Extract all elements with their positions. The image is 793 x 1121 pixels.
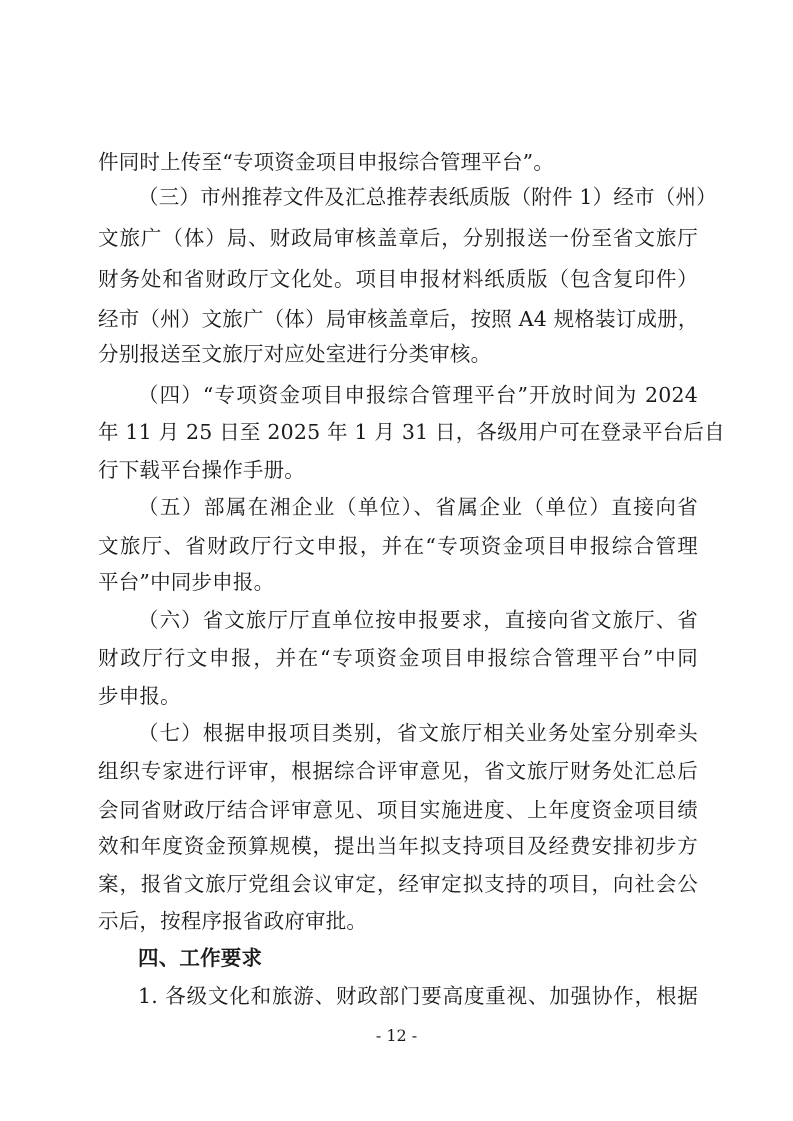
text-line: 财政厅行文申报，并在“专项资金项目申报综合管理平台”中同: [98, 646, 698, 670]
page-number: - 12 -: [375, 1026, 418, 1045]
requirement-item-1: 1. 各级文化和旅游、财政部门要高度重视、加强协作，根据: [138, 984, 698, 1008]
text-line: 案，报省文旅厅党组会议审定，经审定拟支持的项目，向社会公: [98, 872, 698, 896]
text-line: 财务处和省财政厅文化处。项目申报材料纸质版（包含复印件）: [98, 267, 698, 291]
paragraph-7-line-1: （七）根据申报项目类别，省文旅厅相关业务处室分别牵头: [138, 721, 698, 745]
text-line: 示后，按程序报省政府审批。: [98, 909, 368, 933]
text-line: 年 11 月 25 日至 2025 年 1 月 31 日，各级用户可在登录平台后自: [98, 420, 725, 444]
text-line: 平台”中同步申报。: [98, 570, 275, 594]
text-line: 件同时上传至“专项资金项目申报综合管理平台”。: [98, 150, 555, 174]
text-line: 分别报送至文旅厅对应处室进行分类审核。: [98, 342, 492, 366]
text-line: 效和年度资金预算规模，提出当年拟支持项目及经费安排初步方: [98, 834, 698, 858]
text-line: 文旅厅、省财政厅行文申报，并在“专项资金项目申报综合管理: [98, 534, 698, 558]
paragraph-5-line-1: （五）部属在湘企业（单位）、省属企业（单位）直接向省: [138, 495, 698, 519]
text-line: 步申报。: [98, 684, 181, 708]
paragraph-4-line-1: （四）“专项资金项目申报综合管理平台”开放时间为 2024: [138, 383, 698, 407]
paragraph-3-line-1: （三）市州推荐文件及汇总推荐表纸质版（附件 1）经市（州）: [138, 185, 717, 209]
text-line: 行下载平台操作手册。: [98, 458, 305, 482]
text-line: 组织专家进行评审，根据综合评审意见，省文旅厅财务处汇总后: [98, 759, 698, 783]
paragraph-6-line-1: （六）省文旅厅厅直单位按申报要求，直接向省文旅厅、省: [138, 608, 698, 632]
section-heading: 四、工作要求: [138, 946, 263, 970]
text-line: 文旅广（体）局、财政局审核盖章后，分别报送一份至省文旅厅: [98, 226, 698, 250]
text-line: 会同省财政厅结合评审意见、项目实施进度、上年度资金项目绩: [98, 798, 698, 822]
text-line: 经市（州）文旅广（体）局审核盖章后，按照 A4 规格装订成册，: [98, 307, 699, 331]
